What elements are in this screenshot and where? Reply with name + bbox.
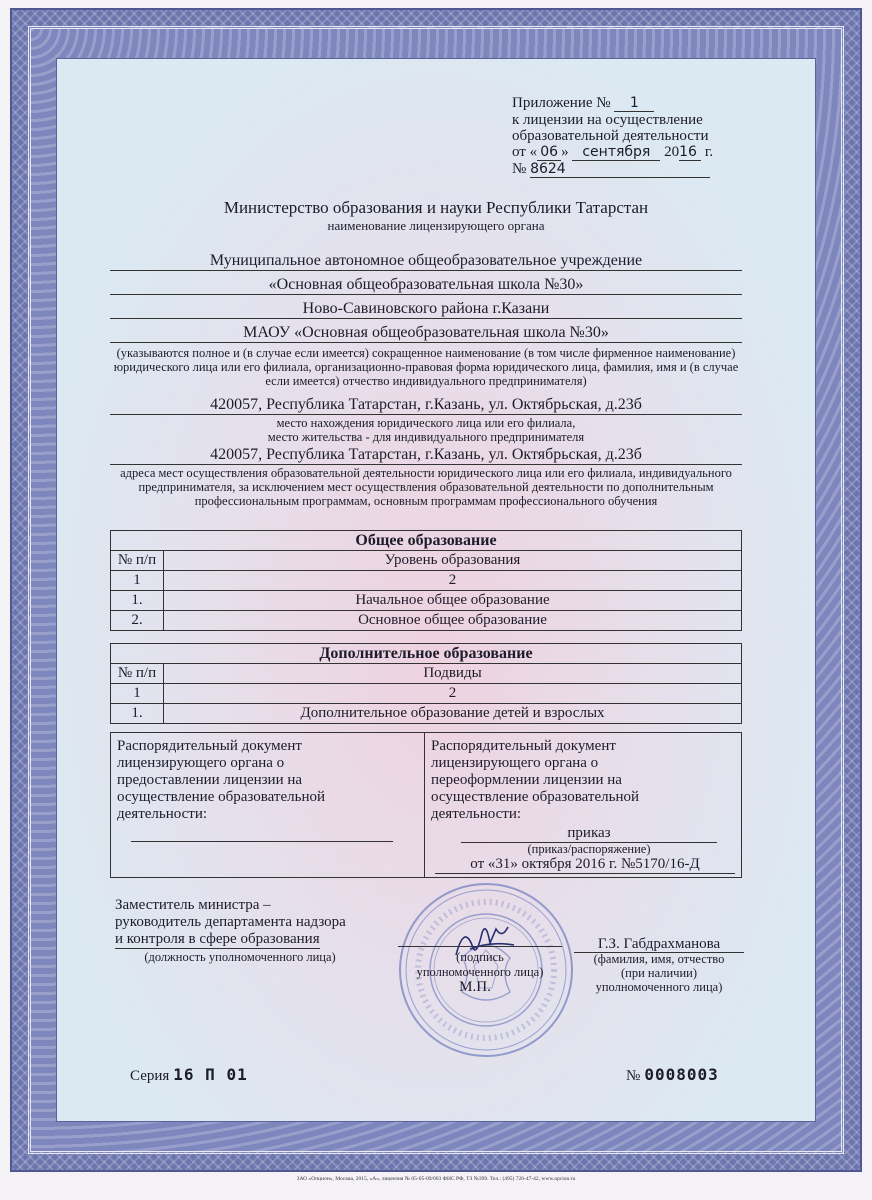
activity-caption: адреса мест осуществления образовательной деятельности юридического лица или его филиала, индивидуального предпринимателя, за исключением мест осуществления образовательной деятельности по дополнительным профессиональным программам, основным программам профессионального обучения xyxy=(120,466,732,508)
printer-footer: ЗАО «Опцион», Москва, 2015, «А», лицензия № 05-05-09/003 ФНС РФ, ТЗ №399. Тел.: (495) 726-47-42, www.opcion.ru xyxy=(296,1176,576,1182)
row-text: Дополнительное образование детей и взрослых xyxy=(164,704,742,724)
series-block xyxy=(130,1065,248,1085)
row-text: Основное общее образование xyxy=(164,611,742,631)
location-caption1: место нахождения юридического лица или его филиала, xyxy=(276,416,576,430)
col-number-header: № п/п xyxy=(111,664,164,684)
col-subtype-header: Подвиды xyxy=(164,664,742,684)
name-caption3: уполномоченного лица) xyxy=(595,980,723,994)
name-caption2: (при наличии) xyxy=(620,966,698,980)
appendix-year: 16 xyxy=(679,144,701,161)
signature-caption2: уполномоченного лица) xyxy=(416,965,544,979)
position-caption: (должность уполномоченного лица) xyxy=(144,950,336,964)
form-number-label: № xyxy=(626,1068,641,1084)
col-index-2: 2 xyxy=(164,571,742,591)
series-value: 16 П 01 xyxy=(173,1065,248,1084)
license-number: 8624 xyxy=(530,161,710,178)
doc-left-blank-line xyxy=(131,841,393,842)
doc-left-line4: осуществление образовательной xyxy=(117,789,325,805)
doc-type: приказ xyxy=(461,825,717,843)
doc-right-line1: Распорядительный документ xyxy=(431,738,616,754)
doc-right-line5: деятельности: xyxy=(431,806,522,822)
position-line1: Заместитель министра – xyxy=(115,897,271,913)
document-issue xyxy=(117,738,417,823)
doc-left-line5: деятельности: xyxy=(117,806,208,822)
appendix-day: 06 xyxy=(537,144,561,161)
appendix-number: 1 xyxy=(614,95,654,112)
appendix-line2: к лицензии на осуществление xyxy=(512,112,703,128)
signatory-name: Г.З. Габдрахманова xyxy=(574,936,744,953)
date-prefix: от « xyxy=(512,144,538,160)
doc-right-line3: переоформлении лицензии на xyxy=(431,772,622,788)
appendix-header xyxy=(512,95,732,178)
form-number-block xyxy=(626,1065,719,1085)
authority-name: Министерство образования и науки Республики Татарстан xyxy=(223,198,649,217)
col-level-header: Уровень образования xyxy=(164,551,742,571)
general-education-title: Общее образование xyxy=(111,531,742,551)
general-education-table xyxy=(110,530,742,631)
location-address: 420057, Республика Татарстан, г.Казань, ул. Октябрьская, д.23б xyxy=(110,396,742,415)
appendix-month: сентября xyxy=(572,144,660,161)
doc-right-line2: лицензирующего органа о xyxy=(431,755,599,771)
mp-label: М.П. xyxy=(459,979,491,995)
position-line3: и контроля в сфере образования xyxy=(115,931,320,947)
num-label: № xyxy=(512,161,527,177)
form-number: 0008003 xyxy=(644,1065,719,1084)
doc-reference: от «31» октября 2016 г. №5170/16-Д xyxy=(435,856,735,874)
location-caption2: место жительства - для индивидуального предпринимателя xyxy=(267,430,585,444)
additional-education-title: Дополнительное образование xyxy=(111,644,742,664)
row-number: 2. xyxy=(111,611,164,631)
doc-type-caption: (приказ/распоряжение) xyxy=(527,842,651,856)
appendix-label: Приложение № xyxy=(512,95,611,111)
doc-left-line2: лицензирующего органа о xyxy=(117,755,285,771)
licensee-line3: Ново-Савиновского района г.Казани xyxy=(110,300,742,319)
row-number: 1. xyxy=(111,591,164,611)
documents-divider xyxy=(424,733,425,877)
licensee-line1: Муниципальное автономное общеобразовательное учреждение xyxy=(110,252,742,271)
date-sep: » xyxy=(561,144,569,160)
authority-caption: наименование лицензирующего органа xyxy=(327,218,545,233)
year-prefix: 20 xyxy=(664,144,680,160)
appendix-line3: образовательной деятельности xyxy=(512,128,709,144)
doc-right-line4: осуществление образовательной xyxy=(431,789,639,805)
name-caption1: (фамилия, имя, отчество xyxy=(593,952,725,966)
licensee-caption: (указываются полное и (в случае если имеется) сокращенное наименование (в том числе фирменное наименование) юридического лица или его филиала, организационно-правовая форма юридического лица, фамилия, имя и (в случае если имеется) отчество индивидуального предпринимателя) xyxy=(113,346,739,388)
row-text: Начальное общее образование xyxy=(164,591,742,611)
table-row xyxy=(111,611,742,631)
series-label: Серия xyxy=(130,1068,170,1084)
doc-left-line1: Распорядительный документ xyxy=(117,738,302,754)
signature-caption1: (подпись xyxy=(456,950,504,964)
row-number: 1. xyxy=(111,704,164,724)
col-index-1: 1 xyxy=(111,571,164,591)
activity-address: 420057, Республика Татарстан, г.Казань, ул. Октябрьская, д.23б xyxy=(110,446,742,465)
col-index-1: 1 xyxy=(111,684,164,704)
col-number-header: № п/п xyxy=(111,551,164,571)
document-reissue xyxy=(431,738,737,823)
licensee-line4: МАОУ «Основная общеобразовательная школа №30» xyxy=(110,324,742,343)
table-row xyxy=(111,591,742,611)
doc-left-line3: предоставлении лицензии на xyxy=(117,772,303,788)
col-index-2: 2 xyxy=(164,684,742,704)
licensee-line2: «Основная общеобразовательная школа №30» xyxy=(110,276,742,295)
signatory-position xyxy=(115,897,395,949)
table-row xyxy=(111,704,742,724)
additional-education-table xyxy=(110,643,742,724)
position-line2: руководитель департамента надзора xyxy=(115,914,346,930)
year-label: г. xyxy=(704,144,714,160)
documents-box xyxy=(110,732,742,878)
